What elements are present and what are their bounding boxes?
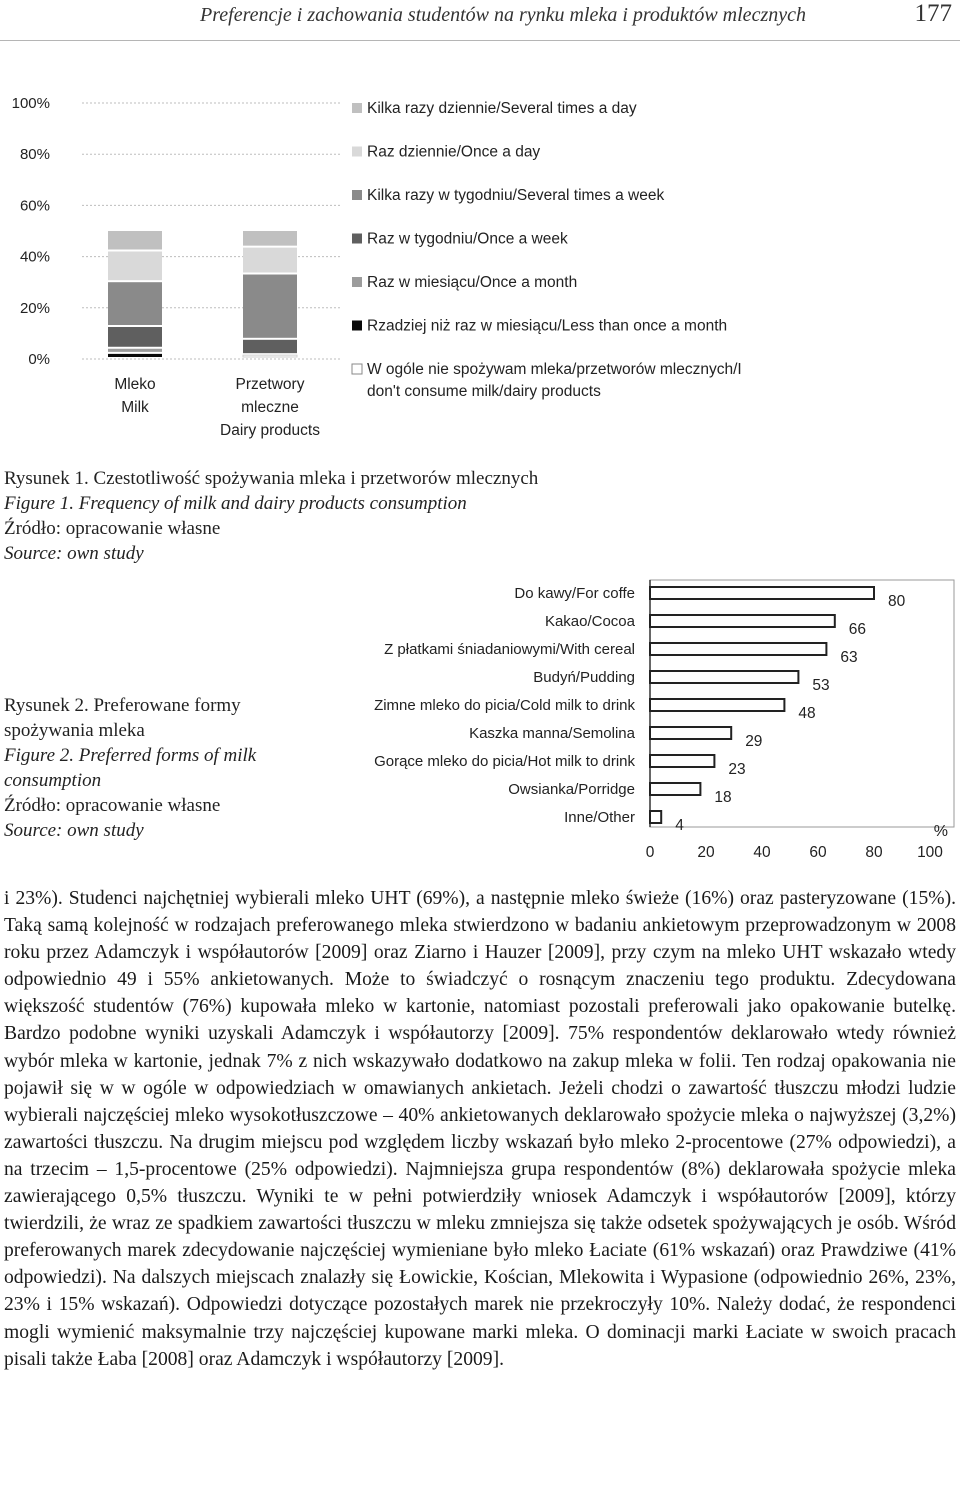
y-tick-labels xyxy=(12,95,50,368)
x-tick-label: 80 xyxy=(865,844,883,861)
legend-label: Raz w tygodniu/Once a week xyxy=(367,230,568,248)
stacked-bars xyxy=(108,231,297,357)
figure-2-horizontal-bar-chart xyxy=(330,578,960,868)
figure-1-stacked-bar-chart xyxy=(0,85,960,455)
legend-swatch xyxy=(352,277,362,287)
value-label: 80 xyxy=(888,593,906,610)
x-tick-label: 40 xyxy=(753,844,771,861)
value-labels xyxy=(675,593,905,834)
figure-1-source-en: Source: own study xyxy=(4,543,144,564)
y-tick-label: 40% xyxy=(19,248,50,266)
legend-label: Rzadziej niż raz w miesiącu/Less than once a month xyxy=(367,317,728,335)
figure-2-caption-pl-line-2: spożywania mleka xyxy=(4,720,145,741)
page-number: 177 xyxy=(914,0,952,27)
bar-segment xyxy=(243,231,297,246)
category-label: Kakao/Cocoa xyxy=(544,613,635,630)
figure-1-caption xyxy=(4,466,538,566)
bar xyxy=(650,643,826,655)
value-label: 63 xyxy=(840,649,858,666)
category-label: Kaszka manna/Semolina xyxy=(469,725,635,742)
running-header xyxy=(0,0,960,41)
value-label: 4 xyxy=(675,817,684,834)
body-text xyxy=(4,885,956,1373)
x-tick-label: 60 xyxy=(809,844,827,861)
bar-segment xyxy=(243,355,297,357)
y-tick-label: 100% xyxy=(11,95,50,112)
legend-label: Kilka razy w tygodniu/Several times a week xyxy=(367,187,665,204)
category-label: Z płatkami śniadaniowymi/With cereal xyxy=(384,641,635,658)
legend-label: don't consume milk/dairy products xyxy=(367,383,601,400)
y-tick-label: 0% xyxy=(28,351,50,368)
bar-segment xyxy=(243,248,297,273)
legend-swatch xyxy=(352,147,362,157)
category-label: Owsianka/Porridge xyxy=(508,781,635,798)
category-label: Budyń/Pudding xyxy=(533,669,635,686)
y-tick-label: 20% xyxy=(19,299,50,317)
x-axis-label: % xyxy=(933,823,948,840)
bar-segment xyxy=(108,349,162,352)
bar xyxy=(650,699,784,711)
bar xyxy=(650,615,835,627)
category-label: Przetwory xyxy=(235,376,305,393)
figure-2-caption xyxy=(4,693,256,843)
value-label: 18 xyxy=(714,789,732,806)
bar xyxy=(650,811,661,823)
legend-swatch xyxy=(352,234,362,244)
bar xyxy=(650,755,714,767)
category-labels xyxy=(114,376,320,439)
category-label: Gorące mleko do picia/Hot milk to drink xyxy=(374,753,635,770)
category-label: Dairy products xyxy=(220,422,320,439)
category-labels xyxy=(374,585,636,826)
legend-label: Raz w miesiącu/Once a month xyxy=(367,274,578,291)
y-tick-label: 60% xyxy=(19,197,50,215)
figure-2-caption-en-line-2: consumption xyxy=(4,770,102,791)
bar-segment xyxy=(243,275,297,338)
category-label: Mleko xyxy=(114,376,156,393)
category-label: Do kawy/For coffe xyxy=(514,585,635,602)
value-label: 53 xyxy=(812,677,830,694)
legend-label: W ogóle nie spożywam mleka/przetworów mlecznych/I xyxy=(367,361,742,378)
figure-2-svg xyxy=(330,578,960,868)
bar-segment xyxy=(108,354,162,357)
y-tick-label: 80% xyxy=(19,146,50,164)
x-tick-labels xyxy=(646,823,948,861)
category-label: Zimne mleko do picia/Cold milk to drink xyxy=(374,697,635,714)
bar-segment xyxy=(243,340,297,353)
legend-label: Raz dziennie/Once a day xyxy=(367,143,541,161)
figure-1-caption-pl: Rysunek 1. Czestotliwość spożywania mleka i przetworów mlecznych xyxy=(4,468,539,489)
value-label: 23 xyxy=(728,761,746,778)
legend-swatch xyxy=(352,103,362,113)
bars xyxy=(650,587,874,823)
value-label: 66 xyxy=(848,621,867,638)
legend-label: Kilka razy dziennie/Several times a day xyxy=(367,100,637,117)
figure-2-source-en: Source: own study xyxy=(4,820,144,841)
category-label: mleczne xyxy=(241,399,299,416)
figure-2-source-pl: Źródło: opracowanie własne xyxy=(4,795,221,816)
bar xyxy=(650,783,700,795)
x-tick-label: 20 xyxy=(697,844,715,861)
figure-2-caption-pl-line-1: Rysunek 2. Preferowane formy xyxy=(4,695,241,716)
bar-segment xyxy=(108,251,162,280)
running-header-title: Preferencje i zachowania studentów na rynku mleka i produktów mlecznych xyxy=(200,4,806,26)
bar xyxy=(650,587,874,599)
bar xyxy=(650,671,798,683)
bar-segment xyxy=(108,282,162,325)
legend xyxy=(352,100,742,400)
category-label: Milk xyxy=(121,399,149,416)
x-tick-label: 100 xyxy=(917,844,943,861)
x-tick-label: 0 xyxy=(645,844,655,861)
category-label: Inne/Other xyxy=(564,809,635,826)
legend-swatch xyxy=(352,321,362,331)
figure-1-svg xyxy=(0,85,960,455)
value-label: 29 xyxy=(745,733,763,750)
legend-swatch xyxy=(352,364,362,374)
legend-swatch xyxy=(352,190,362,200)
figure-2-caption-en-line-1: Figure 2. Preferred forms of milk xyxy=(4,745,257,766)
bar-segment xyxy=(108,231,162,249)
value-label: 48 xyxy=(798,705,816,722)
body-paragraph: i 23%). Studenci najchętniej wybierali mleko UHT (69%), a następnie mleko świeże (16%) oraz pasteryzowane (15%). Taką samą kolejność w rodzajach preferowanego mleka stwierdzono w badaniu ankietowym przeprowadzonym w 2008 roku przez Adamczyk i współautorów [2009] oraz Ziarno i Hauzer [2009], przy czym na mleko UHT wskazało wtedy odpowiednio 49 i 55% ankietowanych. Może to świadczyć o rosnącym znaczeniu tego produktu. Zdecydowana większość studentów (76%) kupowała mleko w kartonie, natomiast pozostali preferowali jako opakowanie butelkę. Bardzo podobne wyniki uzyskali Adamczyk i współautorzy [2009]. 75% respondentów deklarowało wtedy również wybór mleka w kartonie, jednak 7% z nich wskazywało dodatkowo na zakup mleka w folii. Ten rodzaj opakowania nie pojawił się w w ogóle w odpowiedziach w omawianych ankietach. Jeżeli chodzi o zawartość tłuszczu młodzi ludzie wybierali najczęściej mleko wysokotłuszczowe – 40% ankietowanych deklarowało spożycie mleka o najwyższej (3,2%) zawartości tłuszczu. Na drugim miejscu pod względem liczby wskazań było mleko 2-procentowe (27% odpowiedzi), a na trzecim – 1,5-procentowe (25% odpowiedzi). Najmniejsza grupa respondentów (8%) deklarowała spożycie mleka zawierającego 0,5% tłuszczu. Wyniki te w pełni potwierdziły wniosek Adamczyk i współautorów [2009], którzy twierdzili, że wraz ze spadkiem zawartości tłuszczu w mleku zmniejsza się także odsetek spożywających je osób. Wśród preferowanych marek zdecydowanie najczęściej wymieniane było mleko Łaciate (61% wskazań) oraz Prawdziwe (41% odpowiedzi). Na dalszych miejscach znalazły się Łowickie, Kościan, Mlekowita i Wypasione (odpowiednio 26%, 23%, 23% i 15% wskazań). Odpowiedzi dotyczące pozostałych marek nie przekroczyły 10%. Należy dodać, że respondenci mogli wymienić maksymalnie trzy najczęściej kupowane marki mleka. O dominacji marki Łaciate w swoich pracach pisali także Łaba [2008] oraz Adamczyk i współautorzy [2009]. xyxy=(4,888,956,1370)
bar-segment xyxy=(108,327,162,347)
bar xyxy=(650,727,731,739)
figure-1-caption-en: Figure 1. Frequency of milk and dairy products consumption xyxy=(4,493,467,514)
figure-1-source-pl: Źródło: opracowanie własne xyxy=(4,518,221,539)
